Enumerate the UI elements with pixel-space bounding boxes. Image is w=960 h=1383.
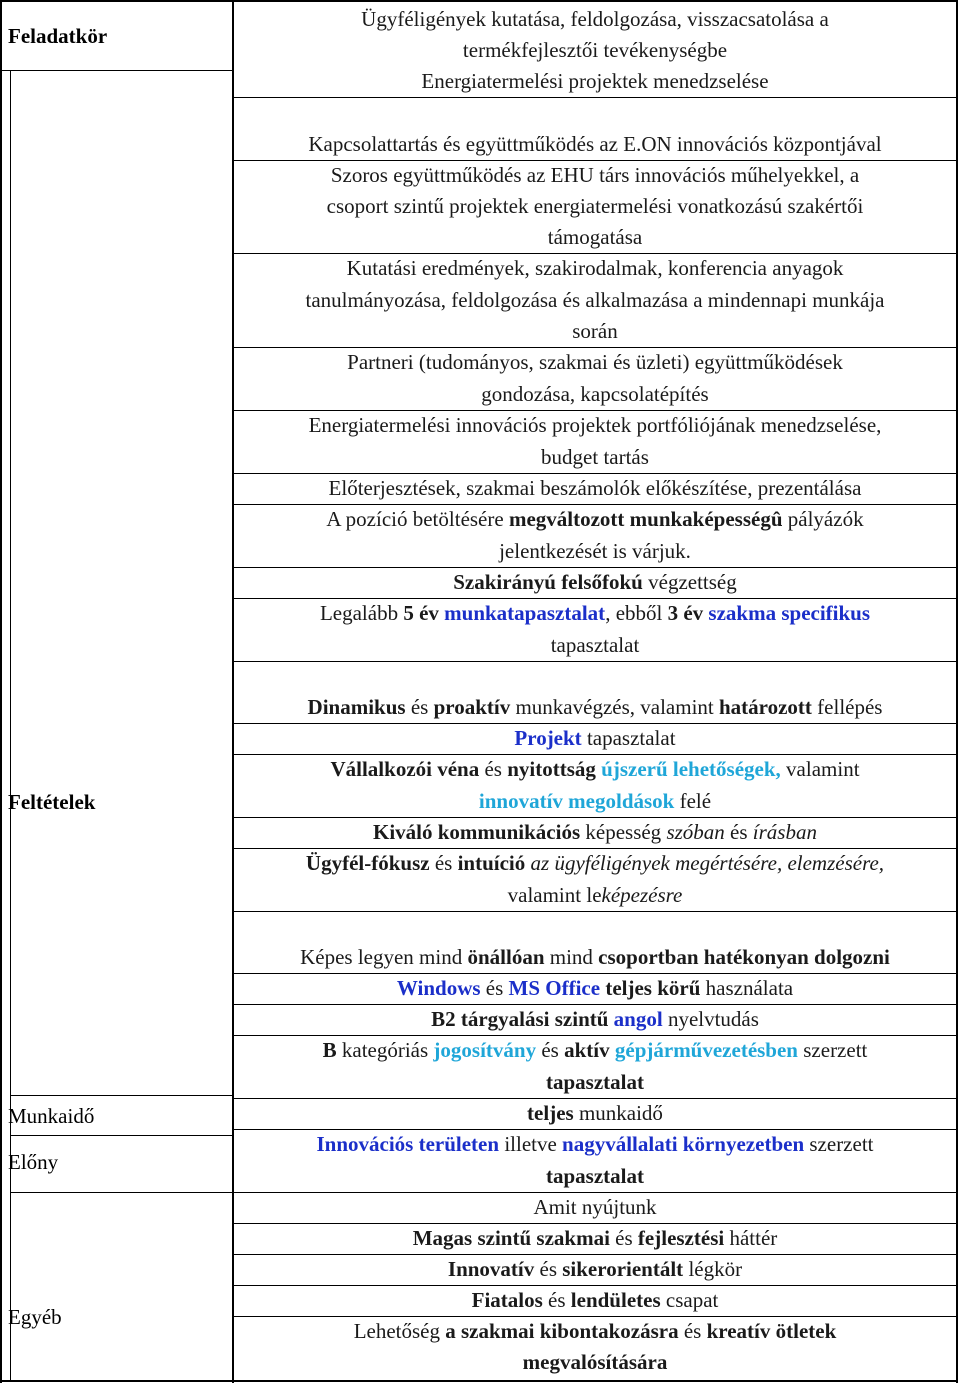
requirement-communication: [234, 817, 956, 848]
text-bold: sikerorientált: [562, 1257, 684, 1281]
text-blue: munkatapasztalat: [438, 601, 606, 625]
text: Képes legyen mind: [300, 945, 468, 969]
text-bold: kreatív ötletek: [706, 1319, 837, 1343]
text-bold: teljes: [527, 1101, 574, 1125]
task-line: tanulmányozása, feldolgozása és alkalmazása a mindennapi munkája: [305, 288, 885, 312]
text-bold: megváltozott munkaképességû: [508, 507, 783, 531]
text: és: [405, 695, 434, 719]
task-line: Partneri (tudományos, szakmai és üzleti) együttműködések: [347, 350, 843, 374]
text-blue: nagyvállalati környezetben: [562, 1132, 805, 1156]
text: és: [429, 851, 458, 875]
text-italic: szóban: [666, 820, 725, 844]
text-bold: önállóan: [467, 945, 545, 969]
text: mind: [544, 945, 599, 969]
text: felé: [674, 789, 712, 813]
text: háttér: [724, 1226, 778, 1250]
text-bold: csoportban hatékonyan dolgozni: [598, 945, 890, 969]
label-divider: [10, 1095, 232, 1096]
advantage: [234, 1129, 956, 1160]
text: szerzett: [798, 1038, 868, 1062]
column-divider-right: [956, 0, 958, 1383]
offer-item: [234, 1316, 956, 1347]
text-blue: Projekt: [514, 726, 582, 750]
task-line: Előterjesztések, szakmai beszámolók előkészítése, prezentálása: [328, 476, 862, 500]
text: A pozíció betöltésére: [326, 507, 509, 531]
text: tapasztalat: [581, 726, 676, 750]
requirement-education: [234, 567, 956, 598]
task-line: Ügyféligények kutatása, feldolgozása, visszacsatolása a: [361, 7, 829, 31]
text: használata: [700, 976, 794, 1000]
text-bold: fejlesztési: [637, 1226, 725, 1250]
text-bold: határozott: [719, 695, 812, 719]
text: Lehetőség: [353, 1319, 446, 1343]
text-bold: proaktív: [433, 695, 511, 719]
task-line: Szoros együttműködés az EHU társ innovációs műhelyekkel, a: [330, 163, 860, 187]
label-feladatkor: Feladatkör: [8, 24, 108, 48]
task-line: Kapcsolattartás és együttműködés az E.ON innovációs központjával: [308, 132, 882, 156]
requirement-office: [234, 973, 956, 1004]
text-bold: 5 év: [403, 601, 439, 625]
text: , ebből: [605, 601, 668, 625]
text: végzettség: [642, 570, 737, 594]
task-line: csoport szintű projektek energiatermelési vonatkozású szakértői: [326, 194, 864, 218]
label-elony: Előny: [8, 1150, 59, 1174]
label-egyeb: Egyéb: [8, 1305, 62, 1329]
requirement-teamwork: [234, 942, 956, 973]
left-border: [0, 0, 2, 1383]
requirement-license: [234, 1035, 956, 1066]
task-line: Energiatermelési innovációs projektek portfóliójának menedzselése,: [308, 413, 882, 437]
text-bold: Vállalkozói véna: [330, 757, 480, 781]
offer-item: [234, 1254, 956, 1285]
label-divider: [10, 1135, 232, 1136]
text: kategóriás: [336, 1038, 434, 1062]
text-blue: MS Office: [508, 976, 601, 1000]
text: és: [479, 757, 508, 781]
text-cyan: gépjárművezetésben: [609, 1038, 798, 1062]
text: Legalább: [319, 601, 404, 625]
text-italic: írásban: [752, 820, 817, 844]
text-bold: intuíció: [457, 851, 526, 875]
text: valamint le: [507, 883, 602, 907]
text: szerzett: [804, 1132, 874, 1156]
row-divider: [234, 97, 956, 98]
text: és: [724, 820, 753, 844]
text: és: [480, 976, 509, 1000]
text: valamint: [780, 757, 860, 781]
text-bold: lendületes: [570, 1288, 661, 1312]
offer-item: [234, 1223, 956, 1254]
task-line: termékfejlesztői tevékenységbe: [462, 38, 728, 62]
row-divider: [234, 661, 956, 662]
text-bold: Dinamikus: [307, 695, 406, 719]
task-line: Kutatási eredmények, szakirodalmak, konferencia anyagok: [346, 256, 844, 280]
offer-title: Amit nyújtunk: [533, 1195, 657, 1219]
text-italic: képezésre: [601, 883, 683, 907]
task-line: gondozása, kapcsolatépítés: [481, 382, 709, 406]
text-bold: Fiatalos: [471, 1288, 543, 1312]
label-divider: [0, 70, 234, 71]
text: munkaidő: [573, 1101, 663, 1125]
text-blue: szakma specifikus: [703, 601, 871, 625]
text: és: [534, 1257, 563, 1281]
text: fellépés: [811, 695, 883, 719]
task-line: budget tartás: [541, 445, 649, 469]
text-bold: Innovatív: [447, 1257, 535, 1281]
label-divider: [10, 1192, 232, 1193]
requirement-license: tapasztalat: [546, 1070, 644, 1094]
text: képesség: [580, 820, 667, 844]
text: munkavégzés, valamint: [510, 695, 719, 719]
label-inner-line: [10, 70, 11, 1380]
offer-item: [234, 1285, 956, 1316]
advantage: tapasztalat: [546, 1164, 644, 1188]
text-bold: B: [322, 1038, 337, 1062]
text: légkör: [683, 1257, 743, 1281]
text-bold: Magas szintű szakmai: [412, 1226, 610, 1250]
requirement-experience: [234, 598, 956, 629]
text-bold: Ügyfél-fókusz: [305, 851, 430, 875]
text-bold: aktív: [564, 1038, 610, 1062]
text-bold: nyitottság: [507, 757, 596, 781]
text: nyelvtudás: [662, 1007, 759, 1031]
text-italic: az ügyféligények megértésére, elemzésére,: [525, 851, 885, 875]
requirement-entrepreneur: [234, 754, 956, 785]
requirement-client-focus: [234, 848, 956, 879]
row-divider: [234, 911, 956, 912]
label-feltetelek: Feltételek: [8, 790, 96, 814]
position-note: [234, 504, 956, 535]
position-note: jelentkezését is várjuk.: [499, 539, 691, 563]
text: és: [542, 1288, 571, 1312]
text-cyan: jogosítvány: [433, 1038, 537, 1062]
text-cyan: innovatív megoldások: [478, 789, 675, 813]
text-bold: 3 év: [667, 601, 704, 625]
text-blue: Innovációs területen: [316, 1132, 500, 1156]
text-bold: Kiváló kommunikációs: [373, 820, 581, 844]
requirement-experience: tapasztalat: [550, 633, 640, 657]
text: és: [536, 1038, 565, 1062]
text-bold: a szakmai kibontakozásra: [445, 1319, 679, 1343]
text-blue: Windows: [396, 976, 481, 1000]
label-munkaido: Munkaidő: [8, 1104, 95, 1128]
text: illetve: [499, 1132, 563, 1156]
task-line: során: [572, 319, 618, 343]
text-bold: Szakirányú felsőfokú: [453, 570, 643, 594]
bottom-border: [0, 1380, 958, 1382]
text: csapat: [660, 1288, 719, 1312]
offer-item: megvalósítására: [522, 1350, 668, 1374]
text: pályázók: [782, 507, 864, 531]
text: és: [609, 1226, 638, 1250]
text-cyan: újszerű lehetőségek,: [595, 757, 781, 781]
text-bold: B2 tárgyalási szintű: [431, 1007, 609, 1031]
text: és: [678, 1319, 707, 1343]
working-hours: [234, 1098, 956, 1129]
requirement-language: [234, 1004, 956, 1035]
requirement-client-focus: [234, 880, 956, 911]
requirement-dynamic: [234, 692, 956, 723]
text-blue: angol: [608, 1007, 663, 1031]
requirement-entrepreneur: [234, 786, 956, 817]
top-border: [0, 0, 958, 2]
text-bold: teljes körű: [600, 976, 701, 1000]
requirement-project: [234, 723, 956, 754]
task-line: Energiatermelési projektek menedzselése: [421, 69, 769, 93]
task-line: támogatása: [547, 225, 643, 249]
